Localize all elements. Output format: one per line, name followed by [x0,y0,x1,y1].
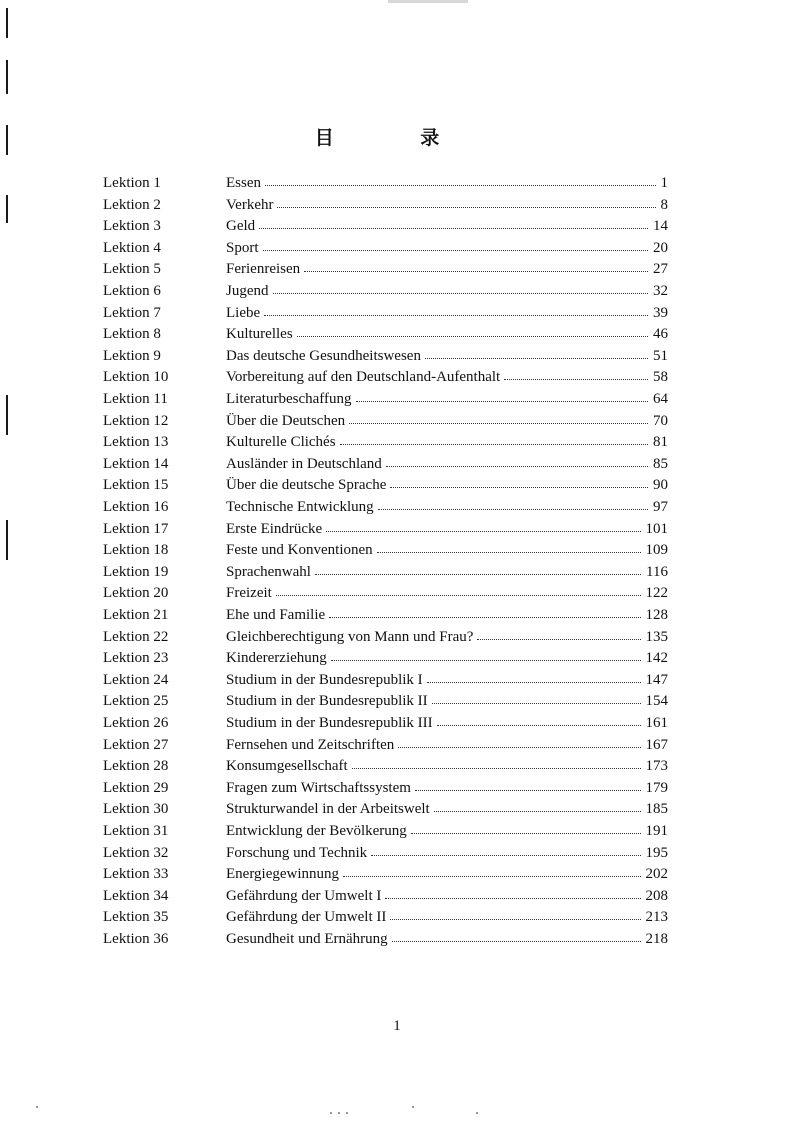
lesson-number: Lektion 1 [103,175,161,191]
lesson-title: Freizeit [226,585,272,602]
dot-leader [378,509,648,510]
lesson-title: Über die Deutschen [226,412,346,429]
dot-leader [331,660,641,661]
lesson-number: Lektion 19 [103,563,169,580]
dot-leader [329,617,641,618]
page-ref: 64 [653,391,668,407]
page-ref: 109 [645,542,668,559]
lesson-number: Lektion 11 [103,391,168,407]
dot-leader [371,855,641,856]
scan-noise [346,1112,348,1114]
dot-leader [315,574,641,575]
page-number: 1 [393,1018,401,1034]
lesson-title: Fernsehen und Zeitschriften [226,736,395,753]
toc-entry [0,712,794,734]
lesson-title: Kindererziehung [226,650,327,667]
toc-entry [0,474,794,496]
dot-leader [263,250,648,251]
page-ref: 142 [645,650,668,667]
lesson-number: Lektion 18 [103,542,169,559]
page-ref: 161 [645,715,668,731]
lesson-title: Liebe [226,304,261,321]
page-ref: 218 [645,931,668,947]
dot-leader [343,876,641,877]
lesson-number: Lektion 31 [103,823,169,839]
lesson-title: Geld [226,218,256,235]
toc-entry [0,237,794,259]
lesson-title: Ausländer in Deutschland [226,455,382,472]
dot-leader [398,747,641,748]
lesson-title: Gleichberechtigung von Mann und Frau? [226,628,474,645]
toc-entry [0,410,794,432]
lesson-number: Lektion 16 [103,499,169,515]
dot-leader [326,531,641,532]
scan-edge-mark [6,60,8,94]
page-title: 目 录 [314,126,480,149]
scan-smudge [388,0,468,3]
toc-entry [0,647,794,669]
toc-entry [0,453,794,475]
toc-entry [0,302,794,324]
lesson-title: Energiegewinnung [226,866,340,883]
lesson-title: Sport [226,239,259,256]
dot-leader [349,423,648,424]
toc-entry [0,842,794,864]
page-ref: 154 [645,693,668,710]
lesson-title: Studium in der Bundesrepublik I [226,671,423,688]
toc-entry [0,388,794,410]
lesson-number: Lektion 3 [103,218,161,235]
lesson-number: Lektion 5 [103,261,161,278]
lesson-title: Strukturwandel in der Arbeitswelt [226,801,430,818]
lesson-number: Lektion 34 [103,887,169,904]
toc-entry [0,258,794,280]
page-ref: 39 [653,304,668,321]
dot-leader [386,466,648,467]
toc-entry [0,366,794,388]
lesson-title: Literaturbeschaffung [226,391,352,407]
toc-entry [0,539,794,561]
toc-entry [0,690,794,712]
lesson-number: Lektion 7 [103,304,161,321]
lesson-number: Lektion 4 [103,239,161,256]
dot-leader [273,293,648,294]
page-ref: 191 [645,823,668,839]
toc-entry [0,280,794,302]
page-ref: 122 [645,585,668,602]
lesson-number: Lektion 10 [103,369,169,386]
dot-leader [411,833,641,834]
lesson-title: Gesundheit und Ernährung [226,931,388,947]
toc-entry [0,734,794,756]
toc-entry [0,215,794,237]
lesson-title: Ferienreisen [226,261,301,278]
dot-leader [434,811,641,812]
lesson-number: Lektion 20 [103,585,169,602]
toc-entry [0,863,794,885]
lesson-number: Lektion 9 [103,347,161,364]
dot-leader [437,725,641,726]
lesson-title: Forschung und Technik [226,844,368,861]
scan-edge-mark [6,8,8,38]
dot-leader [340,444,648,445]
page-ref: 20 [653,239,668,256]
lesson-title: Verkehr [226,196,274,213]
lesson-number: Lektion 26 [103,715,169,731]
toc-entry [0,928,794,950]
lesson-title: Studium in der Bundesrepublik III [226,715,433,731]
lesson-number: Lektion 6 [103,283,161,299]
lesson-number: Lektion 15 [103,477,169,494]
dot-leader [276,595,641,596]
lesson-title: Das deutsche Gesundheitswesen [226,347,421,364]
lesson-title: Essen [226,175,261,191]
dot-leader [385,898,641,899]
lesson-title: Konsumgesellschaft [226,758,348,775]
scan-noise [330,1112,332,1114]
page-ref: 85 [653,455,668,472]
toc-entry [0,626,794,648]
dot-leader [415,790,641,791]
lesson-title: Feste und Konventionen [226,542,373,559]
lesson-number: Lektion 17 [103,520,169,537]
toc-entry [0,323,794,345]
toc-entry [0,669,794,691]
scan-noise [412,1106,414,1108]
dot-leader [352,768,641,769]
lesson-number: Lektion 29 [103,779,169,796]
toc-entry [0,604,794,626]
lesson-number: Lektion 22 [103,628,169,645]
toc-entry [0,820,794,842]
page-ref: 32 [653,283,668,299]
lesson-number: Lektion 12 [103,412,169,429]
lesson-title: Über die deutsche Sprache [226,477,387,494]
toc-entry [0,172,794,194]
dot-leader [390,487,648,488]
page-ref: 167 [645,736,668,753]
toc-entry [0,496,794,518]
dot-leader [390,919,641,920]
lesson-title: Gefährdung der Umwelt II [226,909,387,926]
toc-entry [0,561,794,583]
lesson-number: Lektion 8 [103,326,161,343]
page-ref: 46 [653,326,668,343]
page-ref: 90 [653,477,668,494]
toc-entry [0,777,794,799]
dot-leader [504,379,648,380]
dot-leader [432,703,641,704]
page-ref: 128 [645,607,668,623]
dot-leader [259,228,648,229]
page-ref: 202 [645,866,668,883]
lesson-number: Lektion 35 [103,909,169,926]
lesson-title: Ehe und Familie [226,607,326,623]
lesson-number: Lektion 28 [103,758,169,775]
dot-leader [377,552,641,553]
page-ref: 8 [660,196,668,213]
lesson-number: Lektion 23 [103,650,169,667]
dot-leader [427,682,641,683]
lesson-number: Lektion 33 [103,866,169,883]
dot-leader [297,336,648,337]
lesson-title: Sprachenwahl [226,563,311,580]
lesson-title: Kulturelles [226,326,293,343]
dot-leader [356,401,648,402]
scan-noise [476,1112,478,1114]
lesson-title: Kulturelle Clichés [226,434,336,451]
page-ref: 213 [645,909,668,926]
toc-entry [0,582,794,604]
page-ref: 147 [645,671,668,688]
dot-leader [304,271,648,272]
lesson-number: Lektion 27 [103,736,169,753]
lesson-title: Vorbereitung auf den Deutschland-Aufenthalt [226,369,501,386]
page-ref: 185 [645,801,668,818]
lesson-number: Lektion 25 [103,693,169,710]
dot-leader [392,941,641,942]
lesson-number: Lektion 2 [103,196,161,213]
lesson-title: Studium in der Bundesrepublik II [226,693,428,710]
page-ref: 101 [645,520,668,537]
page-ref: 14 [653,218,668,235]
lesson-number: Lektion 21 [103,607,169,623]
page-ref: 116 [646,563,668,580]
dot-leader [264,315,648,316]
page-ref: 27 [653,261,668,278]
dot-leader [277,207,656,208]
lesson-number: Lektion 30 [103,801,169,818]
toc-entry [0,906,794,928]
page-ref: 208 [645,887,668,904]
page-ref: 179 [645,779,668,796]
lesson-title: Technische Entwicklung [226,499,374,515]
toc-entry [0,194,794,216]
dot-leader [265,185,656,186]
page-ref: 51 [653,347,668,364]
lesson-title: Entwicklung der Bevölkerung [226,823,407,839]
page-ref: 1 [660,175,668,191]
page-ref: 173 [645,758,668,775]
page-ref: 97 [653,499,668,515]
lesson-number: Lektion 24 [103,671,169,688]
page-ref: 81 [653,434,668,451]
toc-entry [0,755,794,777]
page-ref: 70 [653,412,668,429]
page-ref: 195 [645,844,668,861]
toc-entry [0,431,794,453]
scan-noise [36,1106,38,1108]
lesson-number: Lektion 32 [103,844,169,861]
lesson-title: Gefährdung der Umwelt I [226,887,382,904]
toc-entry [0,798,794,820]
lesson-number: Lektion 13 [103,434,169,451]
lesson-title: Erste Eindrücke [226,520,323,537]
dot-leader [477,639,641,640]
toc-entry [0,885,794,907]
page-ref: 58 [653,369,668,386]
toc-entry [0,518,794,540]
lesson-number: Lektion 36 [103,931,169,947]
toc-entry [0,345,794,367]
lesson-title: Fragen zum Wirtschaftssystem [226,779,411,796]
page-ref: 135 [645,628,668,645]
dot-leader [425,358,648,359]
lesson-number: Lektion 14 [103,455,169,472]
lesson-title: Jugend [226,283,269,299]
scan-noise [338,1112,340,1114]
